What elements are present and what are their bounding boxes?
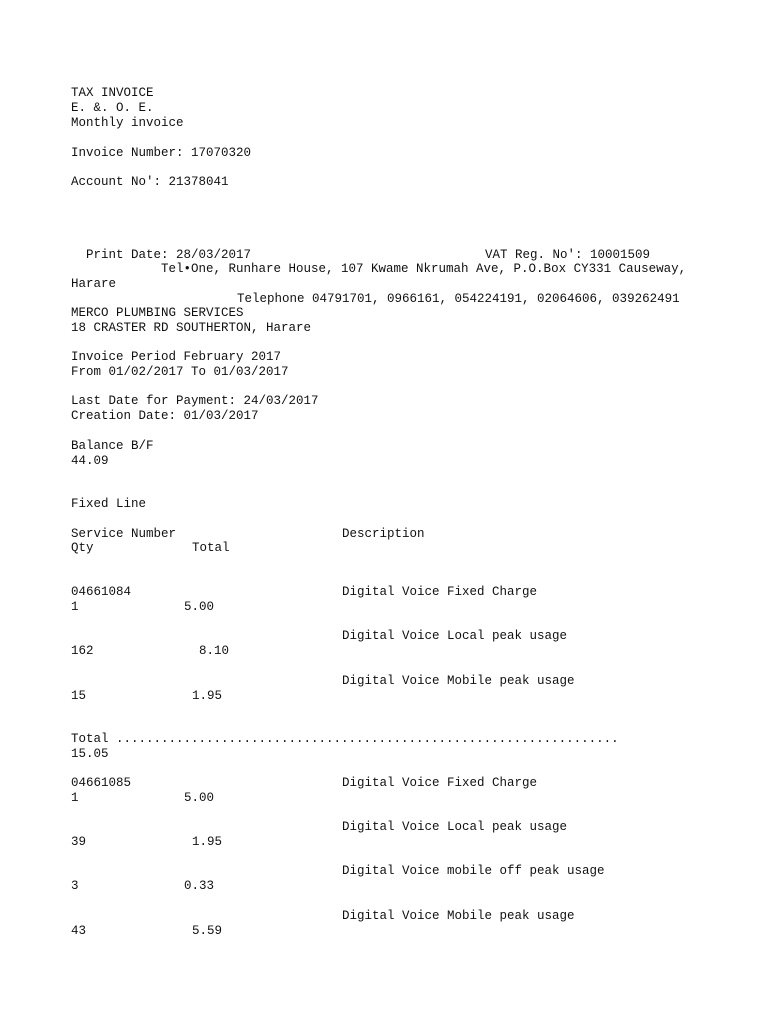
line-item-qty: 162 <box>71 644 94 658</box>
company-city: Harare <box>71 277 117 291</box>
invoice-number: Invoice Number: 17070320 <box>71 146 252 160</box>
invoice-period: Invoice Period February 2017 <box>71 350 282 364</box>
line-item-total: 1.95 <box>192 689 223 703</box>
line-item-total: 0.33 <box>184 879 215 893</box>
section-title: Fixed Line <box>71 497 147 511</box>
line-item-total: 1.95 <box>192 835 223 849</box>
print-date: Print Date: 28/03/2017 <box>86 248 252 262</box>
creation-date: Creation Date: 01/03/2017 <box>71 409 259 423</box>
last-payment-date: Last Date for Payment: 24/03/2017 <box>71 394 319 408</box>
line-item-description: Digital Voice mobile off peak usage <box>342 864 605 878</box>
line-item-description: Digital Voice Mobile peak usage <box>342 909 575 923</box>
line-item-description: Digital Voice Mobile peak usage <box>342 674 575 688</box>
customer-name: MERCO PLUMBING SERVICES <box>71 306 244 320</box>
company-address: Tel•One, Runhare House, 107 Kwame Nkrumah Ave, P.O.Box CY331 Causeway, <box>161 262 687 276</box>
column-description: Description <box>342 527 425 541</box>
line-item-description: Digital Voice Local peak usage <box>342 820 568 834</box>
column-service-number: Service Number <box>71 527 177 541</box>
line-item-description: Digital Voice Fixed Charge <box>342 585 538 599</box>
invoice-period-range: From 01/02/2017 To 01/03/2017 <box>71 365 289 379</box>
column-total: Total <box>192 541 230 555</box>
line-item-total: 5.00 <box>184 600 215 614</box>
column-qty: Qty <box>71 541 94 555</box>
line-item-description: Digital Voice Fixed Charge <box>342 776 538 790</box>
vat-reg-number: VAT Reg. No': 10001509 <box>485 248 651 262</box>
line-item-total: 5.00 <box>184 791 215 805</box>
company-telephone: Telephone 04791701, 0966161, 054224191, 02064606, 039262491 <box>237 292 680 306</box>
service-number: 04661085 <box>71 776 132 790</box>
invoice-title: TAX INVOICE <box>71 86 154 100</box>
line-item-total: 8.10 <box>199 644 230 658</box>
balance-value: 44.09 <box>71 454 109 468</box>
eoe-notice: E. &. O. E. <box>71 101 154 115</box>
service-number: 04661084 <box>71 585 132 599</box>
line-item-qty: 43 <box>71 924 87 938</box>
line-item-description: Digital Voice Local peak usage <box>342 629 568 643</box>
line-item-qty: 15 <box>71 689 87 703</box>
line-item-qty: 1 <box>71 600 79 614</box>
line-item-qty: 39 <box>71 835 87 849</box>
account-total-label: Total ................................................................... <box>71 732 619 746</box>
line-item-qty: 1 <box>71 791 79 805</box>
account-number: Account No': 21378041 <box>71 175 229 189</box>
line-item-total: 5.59 <box>192 924 223 938</box>
line-item-qty: 3 <box>71 879 79 893</box>
customer-address: 18 CRASTER RD SOUTHERTON, Harare <box>71 321 312 335</box>
balance-label: Balance B/F <box>71 439 154 453</box>
invoice-type: Monthly invoice <box>71 116 184 130</box>
account-total-value: 15.05 <box>71 747 109 761</box>
